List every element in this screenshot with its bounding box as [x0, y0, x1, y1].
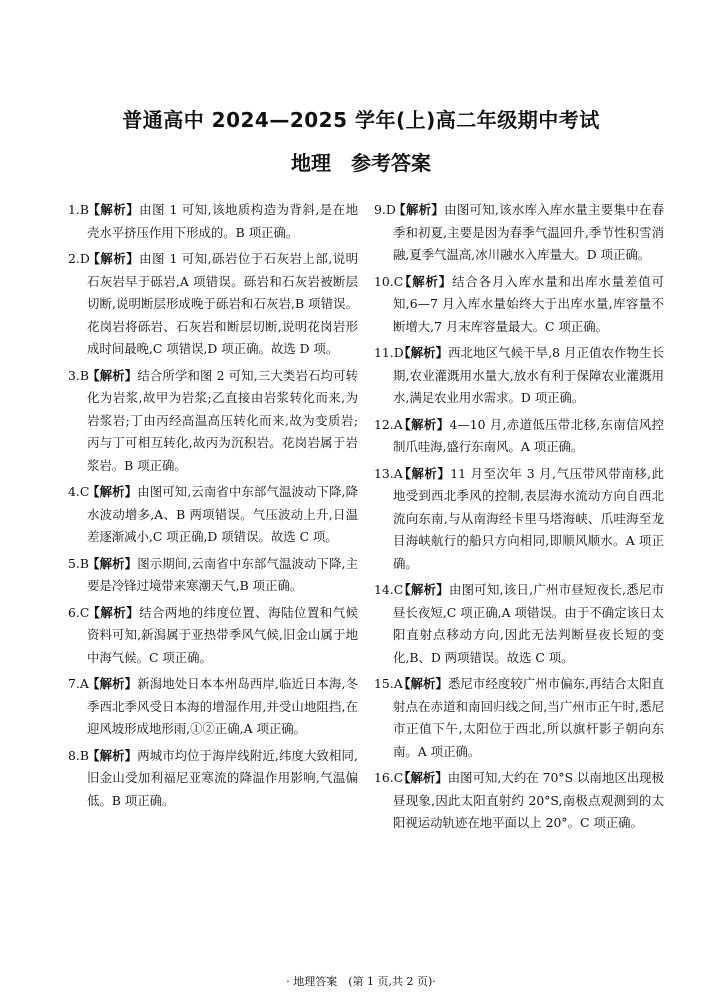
- analysis-tag: 【解析】: [87, 367, 138, 383]
- analysis-tag: 【解析】: [398, 770, 448, 785]
- answer-text: 由图可知,大约在 70°S 以南地区出现极昼现象,因此太阳直射约 20°S,南极点观测到的太阳视运动轨迹在地平面以上 20°。C 项正确。: [393, 770, 664, 830]
- answer-number: 1.B: [68, 202, 89, 217]
- answer-text: 4—10 月,赤道低压带北移,东南信风控制爪哇海,盛行东南风。A 项正确。: [393, 416, 664, 454]
- answer-item: [68, 673, 358, 741]
- exam-title: 普通高中 2024—2025 学年(上)高二年级期中考试: [122, 108, 600, 132]
- answer-text: 11 月至次年 3 月,气压带风带南移,此地受到西北季风的控制,表层海水流动方向自西北流向东南,与从南海经卡里马塔海峡、爪哇海至龙目海峡航行的船只方向相同,即顺风顺水。A 项正确。: [393, 465, 665, 571]
- answer-text: 由图可知,该日,广州市昼短夜长,悉尼市昼长夜短,C 项正确,A 项错误。由于不确定该日太阳直射点移动方向,因此无法判断昼夜长短的变化,B、D 两项错误。故选 C 项。: [393, 582, 664, 665]
- answer-number: 4.C: [68, 484, 90, 499]
- analysis-tag: 【解析】: [87, 484, 138, 499]
- answer-number: 5.B: [68, 555, 89, 571]
- answer-text: 两城市均位于海岸线附近,纬度大致相同,旧金山受加利福尼亚寒流的降温作用影响,气温偏低。B 项正确。: [87, 747, 358, 808]
- answer-text: 图示期间,云南省中东部气温波动下降,主要是冷锋过境带来寒潮天气,B 项正确。: [87, 555, 358, 593]
- answer-number: 6.C: [68, 604, 90, 620]
- answer-number: 16.C: [374, 770, 404, 785]
- answer-text: 由图 1 可知,该地质构造为背斜,是在地壳水平挤压作用下形成的。B 项正确。: [87, 202, 359, 240]
- right-column: [374, 199, 664, 839]
- answer-number: 14.C: [374, 582, 404, 597]
- answer-number: 15.A: [374, 676, 403, 691]
- answer-text: 由图可知,该水库入库水量主要集中在春季和初夏,主要是因为春季气温回升,季节性积雪消融,夏季气温高,冰川融水入库量大。D 项正确。: [393, 202, 664, 262]
- answer-text: 西北地区气候干旱,8 月正值农作物生长期,农业灌溉用水量大,放水有利于保障农业灌溉用水,满足农业用水需求。D 项正确。: [393, 345, 664, 405]
- analysis-tag: 【解析】: [398, 465, 451, 481]
- analysis-tag: 【解析】: [87, 555, 138, 571]
- analysis-tag: 【解析】: [393, 202, 445, 217]
- answer-text: 结合两地的纬度位置、海陆位置和气候资料可知,新潟属于亚热带季风气候,旧金山属于地中海气候。C 项正确。: [87, 604, 359, 665]
- answer-item: [374, 199, 664, 267]
- answer-number: 2.D: [68, 251, 90, 266]
- answer-number: 10.C: [374, 273, 404, 289]
- analysis-tag: 【解析】: [398, 345, 449, 360]
- answer-item: [374, 414, 664, 459]
- page-footer: · 地理答案 (第 1 页,共 2 页)·: [286, 975, 436, 988]
- answer-item: [374, 463, 664, 576]
- answer-item: [68, 481, 358, 549]
- left-column: [68, 199, 358, 816]
- answer-item: [374, 579, 664, 669]
- answer-item: [68, 745, 358, 813]
- analysis-tag: 【解析】: [87, 202, 140, 217]
- analysis-tag: 【解析】: [87, 676, 138, 691]
- answer-text: 由图 1 可知,砾岩位于石灰岩上部,说明石灰岩早于砾岩,A 项错误。砾岩和石灰岩被断层切断,说明断层形成晚于砾岩和石灰岩,B 项错误。花岗岩将砾岩、石灰岩和断层切断,说明花岗岩形成时间最晚,C 项错误,D 项正确。故选 D 项。: [87, 251, 359, 356]
- answer-number: 12.A: [374, 416, 403, 432]
- analysis-tag: 【解析】: [87, 747, 138, 763]
- answer-text: 悉尼市经度较广州市偏东,再结合太阳直射点在赤道和南回归线之间,当广州市正午时,悉尼市正值下午,太阳位于西北,所以旗杆影子朝向东南。A 项正确。: [393, 676, 664, 759]
- answer-item: [68, 553, 358, 598]
- answer-item: [68, 199, 358, 244]
- answer-item: [68, 365, 358, 478]
- analysis-tag: 【解析】: [87, 251, 140, 266]
- analysis-tag: 【解析】: [398, 676, 448, 691]
- answer-text: 结合所学和图 2 可知,三大类岩石均可转化为岩浆,故甲为岩浆;乙直接由岩浆转化而来,为岩浆岩;丁由丙经高温高压转化而来,故为变质岩;丙与丁可相互转化,故丙为沉积岩。花岗岩属于岩浆岩。B 项正确。: [87, 367, 359, 473]
- answer-number: 8.B: [68, 747, 89, 763]
- answer-number: 3.B: [68, 367, 89, 383]
- answer-item: [374, 767, 664, 835]
- analysis-tag: 【解析】: [398, 582, 449, 597]
- answer-number: 7.A: [68, 676, 89, 691]
- analysis-tag: 【解析】: [87, 604, 140, 620]
- answer-item: [68, 602, 358, 670]
- analysis-tag: 【解析】: [398, 273, 453, 289]
- analysis-tag: 【解析】: [398, 416, 450, 432]
- answer-number: 11.D: [374, 345, 404, 360]
- answer-subtitle: 地理 参考答案: [291, 151, 431, 175]
- answer-item: [68, 248, 358, 361]
- answer-text: 由图可知,云南省中东部气温波动下降,降水波动增多,A、B 两项错误。气压波动上升,日温差逐渐减小,C 项正确,D 项错误。故选 C 项。: [87, 484, 358, 544]
- answer-number: 9.D: [374, 202, 396, 217]
- answer-item: [374, 673, 664, 763]
- answer-text: 新潟地处日本本州岛西岸,临近日本海,冬季西北季风受日本海的增湿作用,并受山地阻挡,在迎风坡形成地形雨,①②正确,A 项正确。: [87, 676, 358, 736]
- answer-item: [374, 271, 664, 339]
- answer-item: [374, 342, 664, 410]
- answer-text: 结合各月入库水量和出库水量差值可知,6—7 月入库水量始终大于出库水量,库容量不断增大,7 月末库容量最大。C 项正确。: [393, 273, 664, 334]
- answer-number: 13.A: [374, 465, 403, 481]
